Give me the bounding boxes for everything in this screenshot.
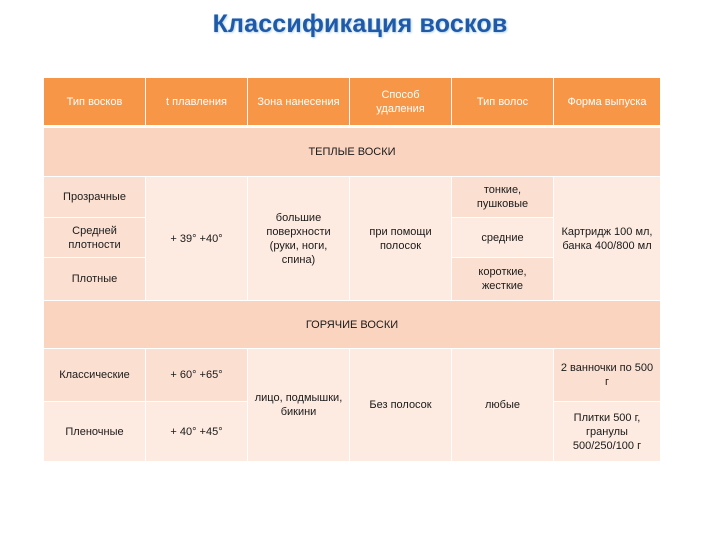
section-title-hot: ГОРЯЧИЕ ВОСКИ — [44, 301, 661, 349]
header-melting-temp: t плавления — [146, 78, 248, 127]
page-title: Классификация восков — [212, 10, 508, 38]
wax-type-cell: Прозрачные — [44, 177, 146, 218]
wax-type-cell: Средней плотности — [44, 218, 146, 258]
release-form-cell: Картридж 100 мл, банка 400/800 мл — [554, 177, 661, 301]
wax-classification-table — [43, 77, 661, 462]
melting-temp-cell: + 60° +65° — [146, 349, 248, 402]
section-title-warm: ТЕПЛЫЕ ВОСКИ — [44, 127, 661, 177]
hair-type-cell: короткие, жесткие — [452, 258, 554, 301]
header-application-zone: Зона нанесения — [248, 78, 350, 127]
header-hair-type: Тип волос — [452, 78, 554, 127]
header-row — [44, 78, 661, 127]
hair-type-cell: тонкие, пушковые — [452, 177, 554, 218]
hair-type-cell: любые — [452, 349, 554, 462]
section-row-hot — [44, 301, 661, 349]
header-wax-type: Тип восков — [44, 78, 146, 127]
application-zone-cell: лицо, подмышки, бикини — [248, 349, 350, 462]
melting-temp-cell: + 39° +40° — [146, 177, 248, 301]
table-row — [44, 177, 661, 218]
wax-type-cell: Плотные — [44, 258, 146, 301]
melting-temp-cell: + 40° +45° — [146, 402, 248, 462]
header-removal-method: Способ удаления — [350, 78, 452, 127]
hair-type-cell: средние — [452, 218, 554, 258]
removal-method-cell: при помощи полосок — [350, 177, 452, 301]
application-zone-cell: большие поверхности (руки, ноги, спина) — [248, 177, 350, 301]
table-row — [44, 349, 661, 402]
release-form-cell: 2 ванночки по 500 г — [554, 349, 661, 402]
wax-type-cell: Пленочные — [44, 402, 146, 462]
release-form-cell: Плитки 500 г, гранулы 500/250/100 г — [554, 402, 661, 462]
section-row-warm — [44, 127, 661, 177]
removal-method-cell: Без полосок — [350, 349, 452, 462]
header-release-form: Форма выпуска — [554, 78, 661, 127]
wax-type-cell: Классические — [44, 349, 146, 402]
